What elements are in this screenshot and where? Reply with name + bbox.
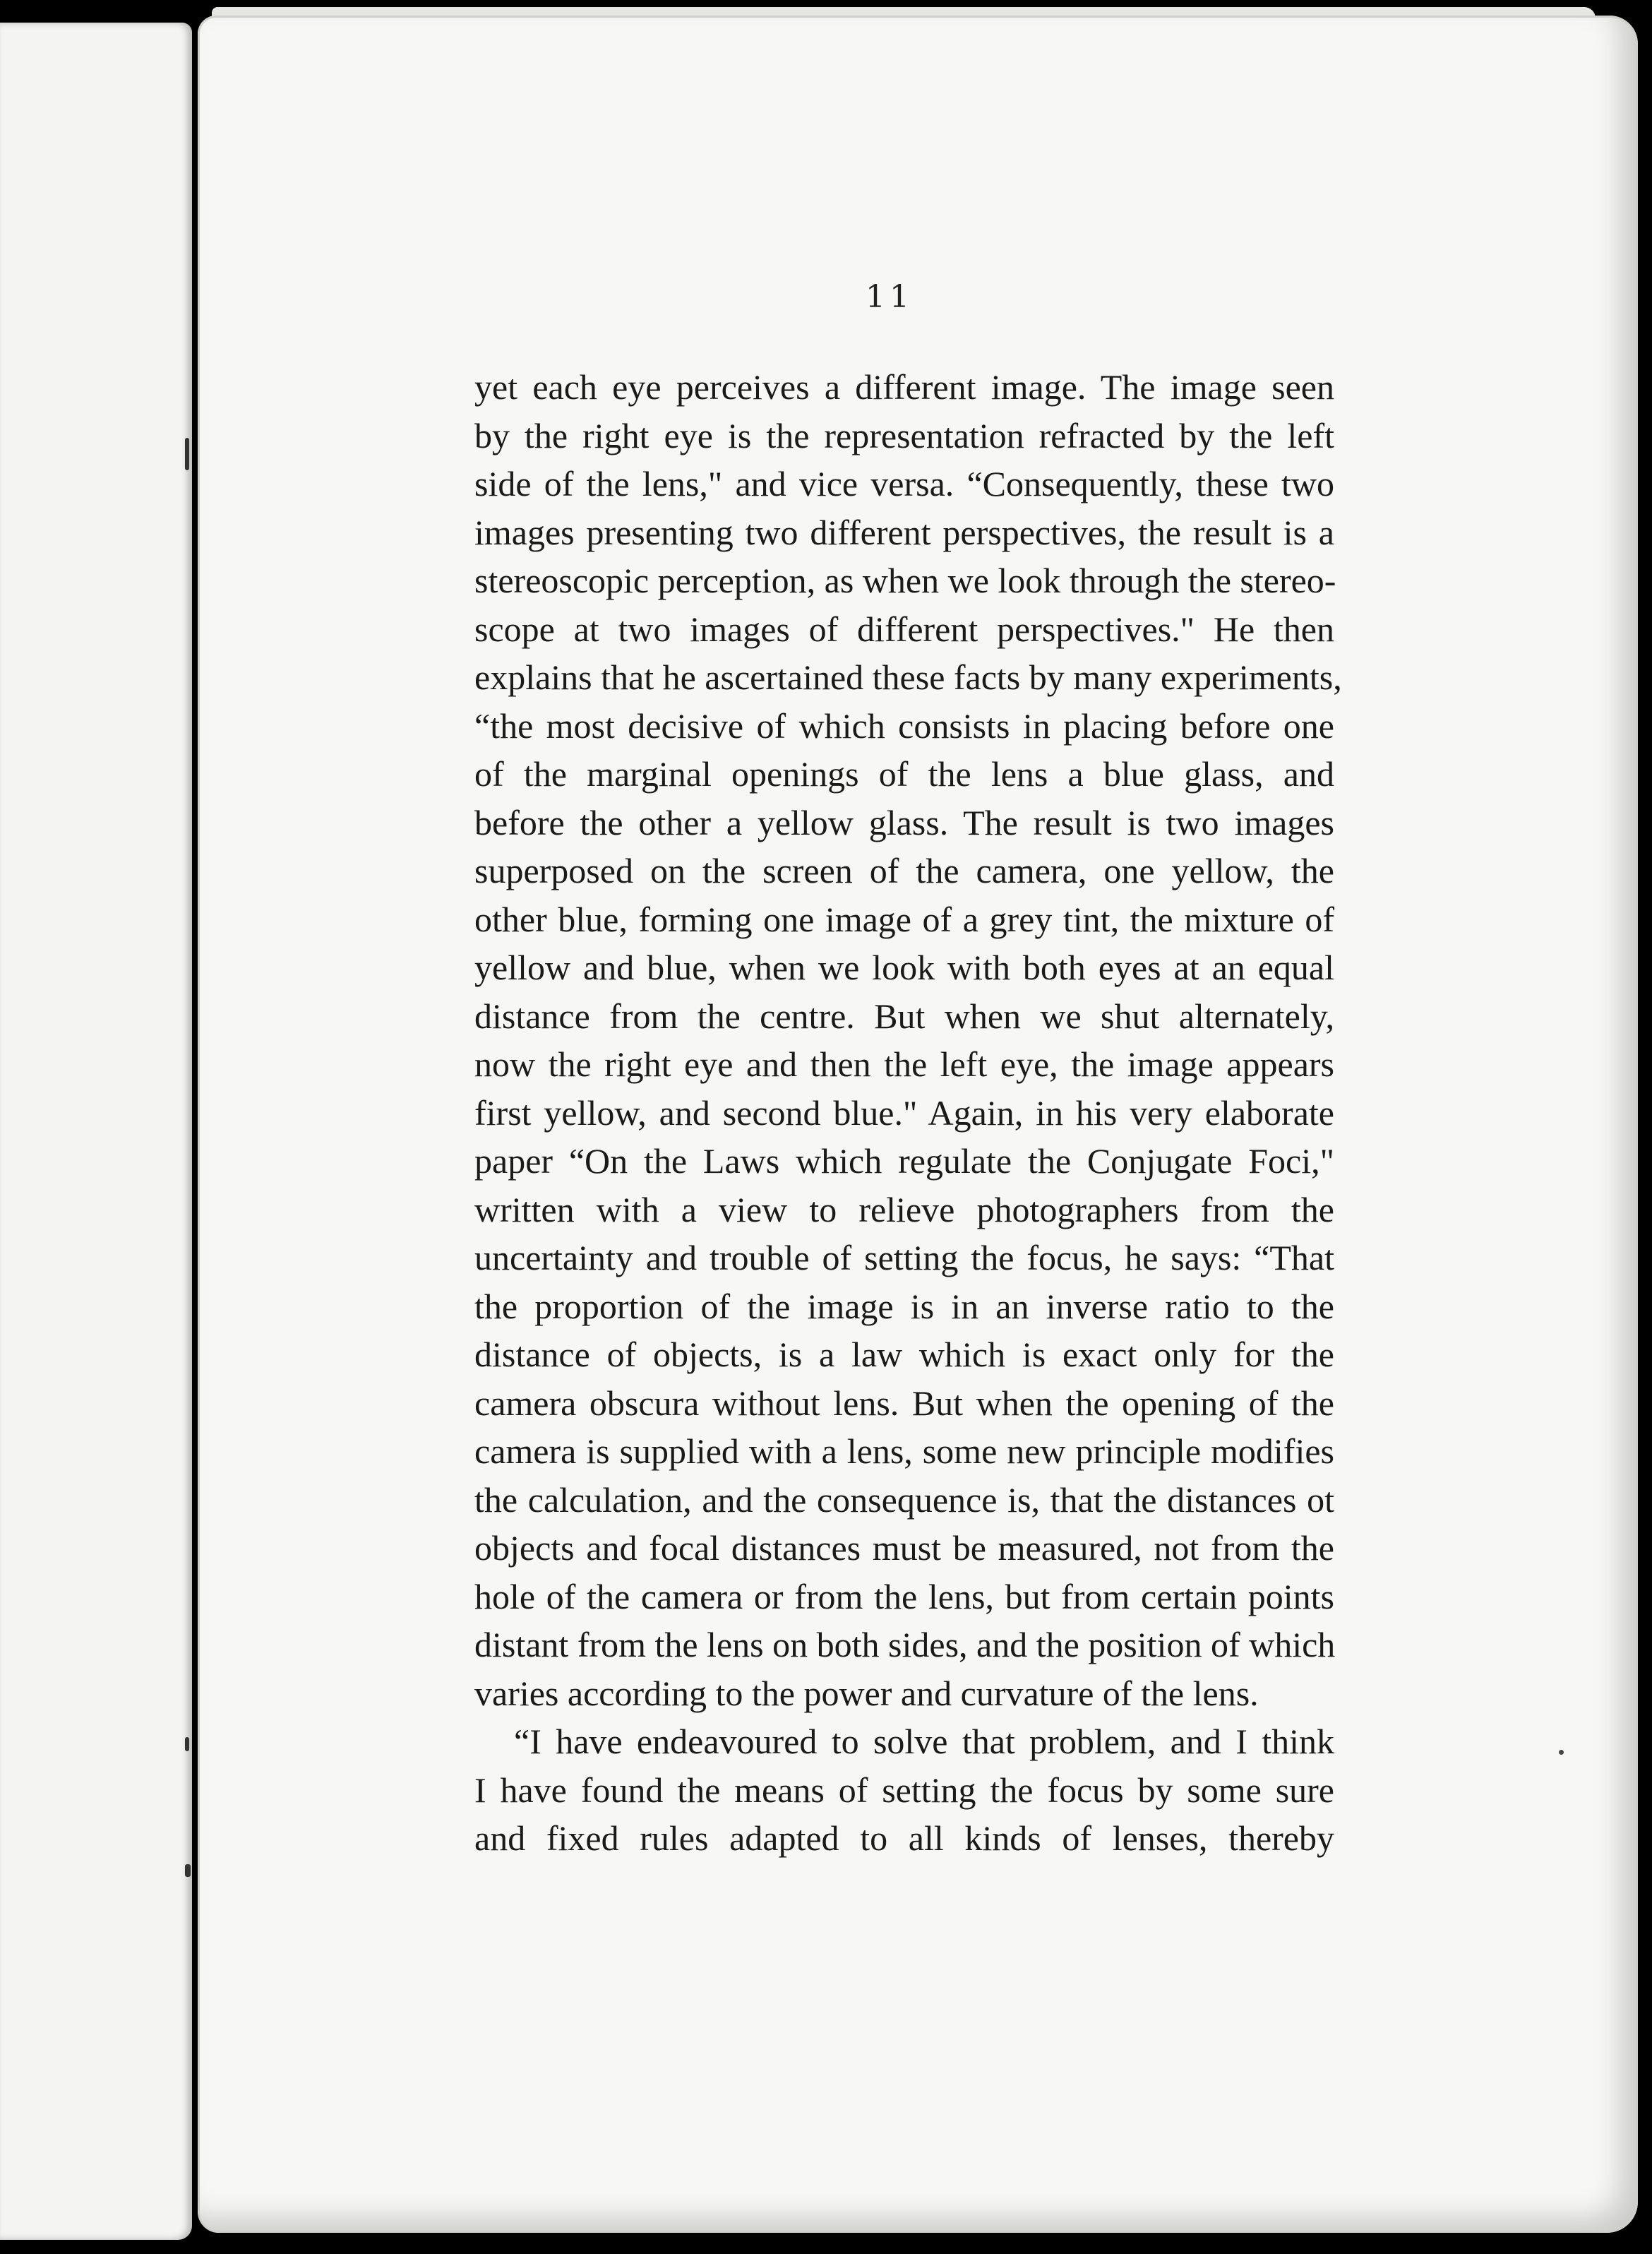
left-page-mark: [185, 1737, 189, 1751]
text-line: of the marginal openings of the lens a blue glass, and: [474, 754, 1334, 794]
text-line: the calculation, and the consequence is, that the distances ot: [474, 1479, 1334, 1520]
text-line: explains that he ascertained these facts by many experiments,: [474, 657, 1342, 697]
text-line: superposed on the screen of the camera, one yellow, the: [474, 851, 1334, 890]
text-line: images presenting two different perspectives, the result is a: [474, 512, 1334, 552]
left-page-edge: [0, 23, 192, 2240]
text-line: objects and focal distances must be measured, not from the: [474, 1528, 1334, 1568]
text-line: distance from the centre. But when we shut alternately,: [474, 996, 1334, 1036]
text-line: distance of objects, is a law which is exact only for the: [474, 1335, 1334, 1374]
text-line: by the right eye is the representation refracted by the left: [474, 415, 1334, 455]
text-line: paper “On the Laws which regulate the Conjugate Foci,": [474, 1141, 1334, 1181]
text-line: the proportion of the image is in an inverse ratio to the: [474, 1286, 1334, 1326]
text-line: yet each eye perceives a different image. The image seen: [474, 367, 1334, 407]
text-line: written with a view to relieve photographers from the: [474, 1189, 1334, 1229]
left-page-mark: [185, 1864, 191, 1877]
text-line: side of the lens," and vice versa. “Consequently, these two: [474, 464, 1334, 503]
text-line: and fixed rules adapted to all kinds of lenses, thereby: [474, 1818, 1334, 1858]
left-page-mark: [185, 438, 189, 470]
text-line: “I have endeavoured to solve that problem, and I think: [514, 1722, 1334, 1761]
text-line: first yellow, and second blue." Again, in his very elaborate: [474, 1092, 1334, 1133]
text-line: stereoscopic perception, as when we look through the stereo-: [474, 561, 1336, 600]
paper-speck: [1559, 1750, 1564, 1755]
text-line: varies according to the power and curvature of the lens.: [474, 1673, 1259, 1713]
text-line: yellow and blue, when we look with both eyes at an equal: [474, 948, 1334, 987]
text-line: camera is supplied with a lens, some new principle modifies: [474, 1431, 1334, 1471]
text-line: hole of the camera or from the lens, but from certain points: [474, 1576, 1334, 1616]
text-line: before the other a yellow glass. The result is two images: [474, 802, 1334, 842]
page-number: 11: [866, 279, 914, 315]
text-line: scope at two images of different perspectives." He then: [474, 609, 1334, 649]
text-line: camera obscura without lens. But when the opening of the: [474, 1383, 1334, 1423]
text-line: uncertainty and trouble of setting the focus, he says: “That: [474, 1238, 1334, 1277]
text-line: distant from the lens on both sides, and the position of which: [474, 1625, 1336, 1664]
body-text: [474, 363, 1342, 1863]
text-line: “the most decisive of which consists in placing before one: [474, 705, 1334, 746]
text-line: I have found the means of setting the focus by some sure: [474, 1770, 1334, 1810]
text-line: now the right eye and then the left eye, the image appears: [474, 1044, 1334, 1084]
text-line: other blue, forming one image of a grey tint, the mixture of: [474, 899, 1334, 939]
